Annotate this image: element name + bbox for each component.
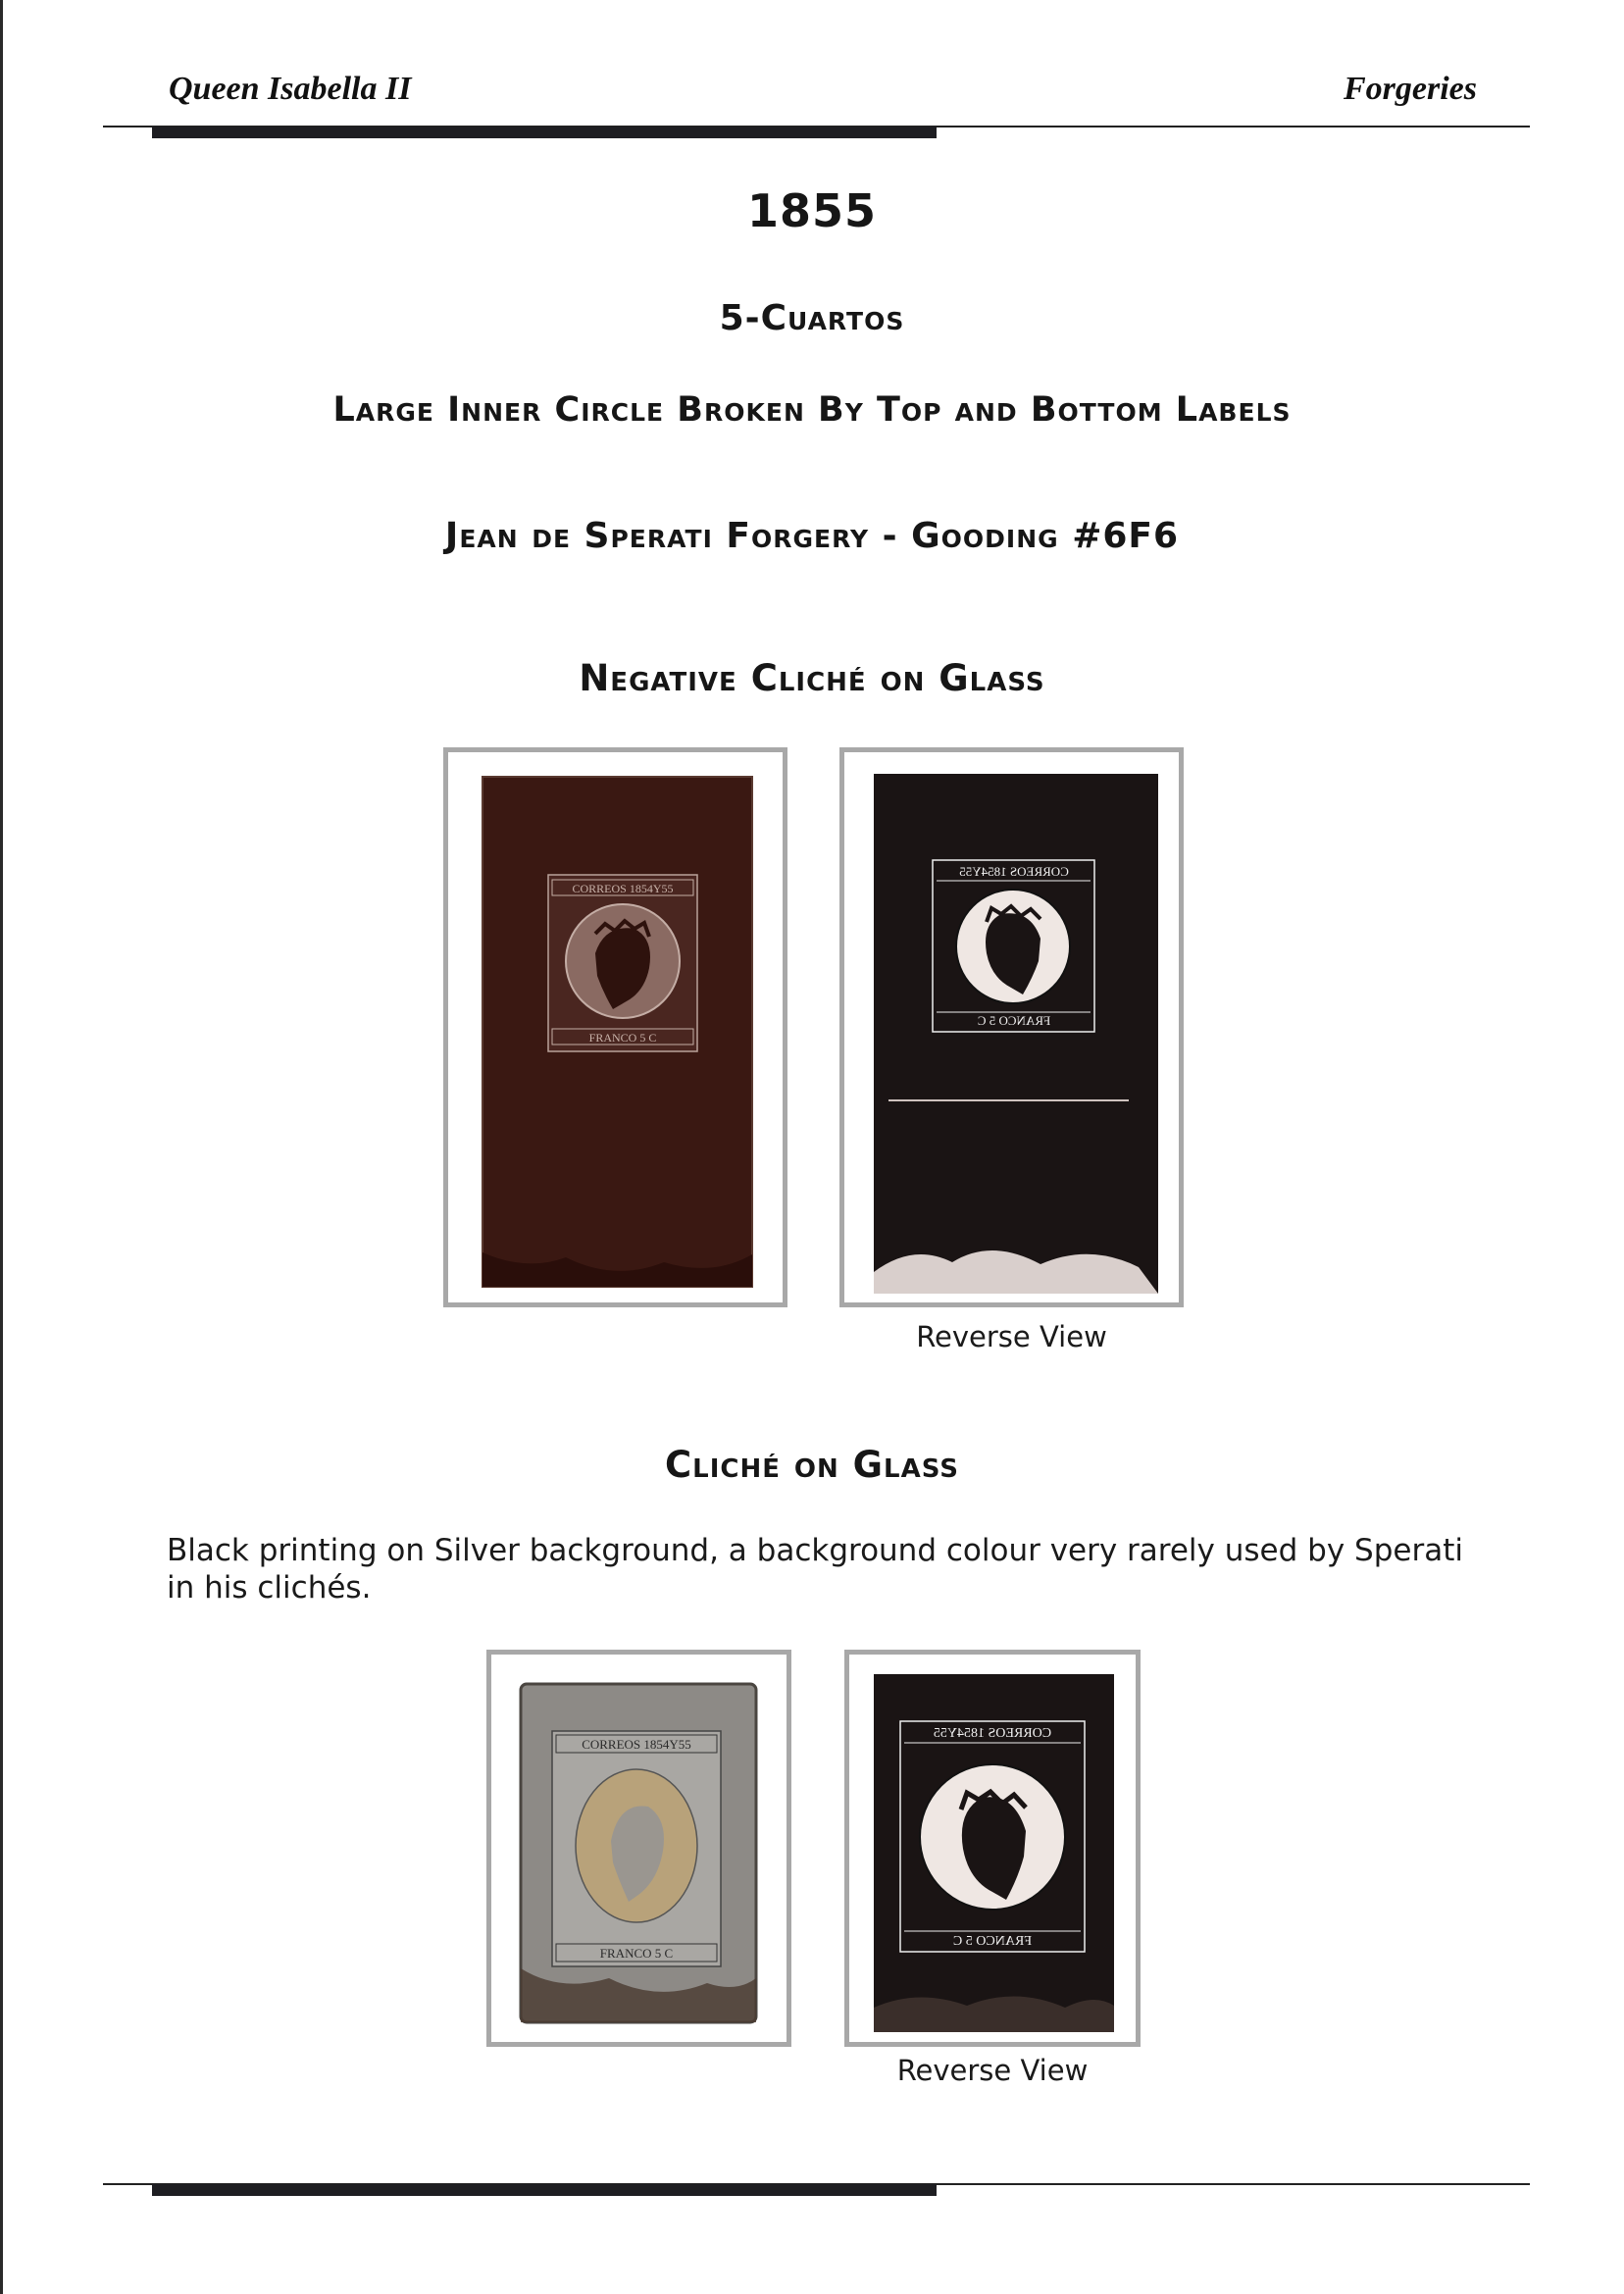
negative-reverse-caption: Reverse View <box>916 1320 1107 1353</box>
cliche-description-paragraph: Black printing on Silver background, a background colour very rarely used by Sperati in his clichés. <box>167 1533 1463 1606</box>
header-rule-bar <box>152 127 937 138</box>
negative-cliche-reverse-frame <box>839 747 1184 1307</box>
footer-rule-bar <box>152 2184 937 2196</box>
page-title-year: 1855 <box>746 184 878 237</box>
page-left-edge <box>0 0 3 2294</box>
silver-cliche-reverse-image <box>849 1655 1136 2042</box>
reverse-silver-top-label: CORREOS 1854Y55 <box>933 1726 1052 1741</box>
cliche-on-glass-heading: Cliché on Glass <box>665 1444 959 1486</box>
negative-cliche-reverse-image <box>844 752 1179 1302</box>
header-section-title: Forgeries <box>1344 71 1477 107</box>
negative-cliche-frame <box>443 747 787 1307</box>
negative-cliche-heading: Negative Cliché on Glass <box>579 657 1045 699</box>
negative-stamp-top-label: CORREOS 1854Y55 <box>572 882 674 895</box>
reverse-silver-bottom-label: FRANCO 5 C <box>952 1934 1033 1949</box>
negative-cliche-image <box>448 752 783 1302</box>
silver-cliche-frame <box>486 1650 791 2047</box>
forgery-heading: Jean de Sperati Forgery - Gooding #6F6 <box>444 516 1180 556</box>
design-description-heading: Large Inner Circle Broken By Top and Bottom Labels <box>332 390 1292 430</box>
reverse-negative-bottom-label: FRANCO 5 C <box>977 1013 1051 1028</box>
silver-reverse-caption: Reverse View <box>896 2054 1089 2087</box>
header-album-title: Queen Isabella II <box>169 71 412 107</box>
silver-stamp-bottom-label: FRANCO 5 C <box>599 1946 674 1961</box>
silver-stamp-top-label: CORREOS 1854Y55 <box>582 1737 691 1752</box>
denomination-heading: 5-Cuartos <box>719 298 905 338</box>
negative-stamp-bottom-label: FRANCO 5 C <box>588 1031 657 1045</box>
silver-cliche-reverse-frame <box>844 1650 1141 2047</box>
reverse-negative-top-label: CORREOS 1854Y55 <box>959 864 1069 879</box>
silver-cliche-image <box>491 1655 787 2042</box>
